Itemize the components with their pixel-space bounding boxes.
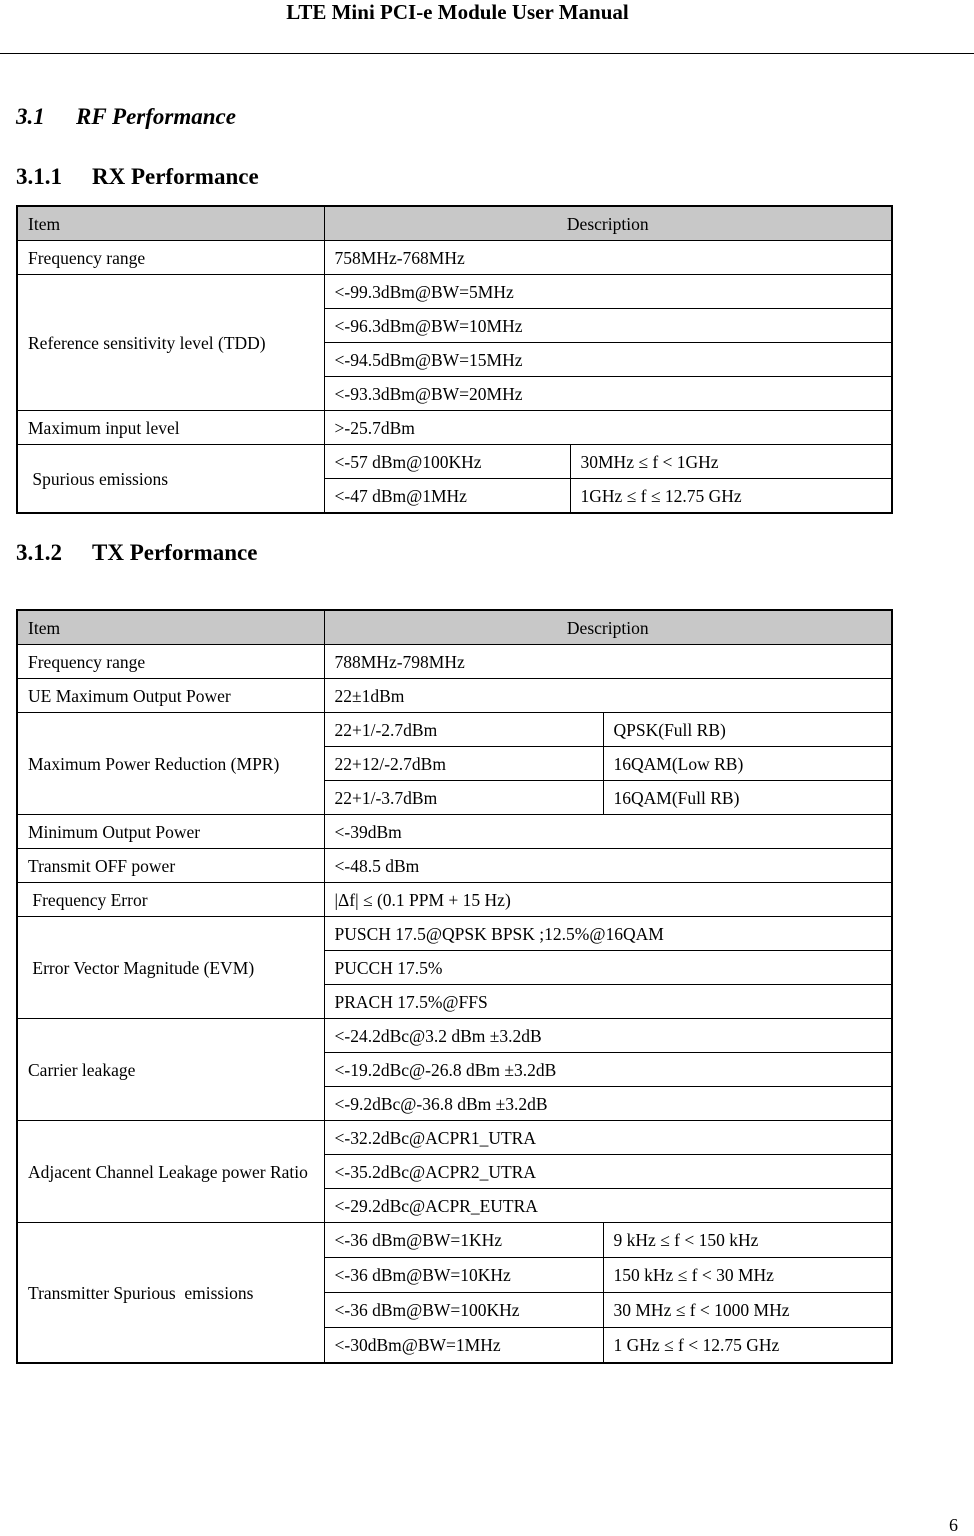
row-range: 30 MHz ≤ f < 1000 MHz (603, 1293, 892, 1328)
row-value: 758MHz-768MHz (324, 241, 892, 275)
row-value: <-29.2dBc@ACPR_EUTRA (324, 1189, 892, 1223)
page-header (0, 0, 974, 54)
table-row (17, 445, 892, 479)
row-range: 9 kHz ≤ f < 150 kHz (603, 1223, 892, 1258)
row-label: Maximum Power Reduction (MPR) (17, 713, 324, 815)
row-value: <-35.2dBc@ACPR2_UTRA (324, 1155, 892, 1189)
row-value: <-48.5 dBm (324, 849, 892, 883)
row-value: <-99.3dBm@BW=5MHz (324, 275, 892, 309)
table-row (17, 679, 892, 713)
section-number: 3.1 (16, 104, 45, 129)
table-row (17, 1019, 892, 1053)
row-label: Frequency range (17, 241, 324, 275)
section-title: RF Performance (76, 104, 236, 129)
row-range: 150 kHz ≤ f < 30 MHz (603, 1258, 892, 1293)
row-label: Transmitter Spurious emissions (17, 1223, 324, 1364)
section-heading-rf-performance (16, 104, 236, 130)
row-label: Adjacent Channel Leakage power Ratio (17, 1121, 324, 1223)
table-row (17, 411, 892, 445)
row-value: PUSCH 17.5@QPSK BPSK ;12.5%@16QAM (324, 917, 892, 951)
row-value: <-96.3dBm@BW=10MHz (324, 309, 892, 343)
subsection-number: 3.1.1 (16, 164, 62, 189)
header-item: Item (17, 610, 324, 645)
row-value: <-36 dBm@BW=100KHz (324, 1293, 603, 1328)
row-label: Transmit OFF power (17, 849, 324, 883)
subsection-heading-rx (16, 164, 259, 190)
row-value: <-19.2dBc@-26.8 dBm ±3.2dB (324, 1053, 892, 1087)
subsection-number: 3.1.2 (16, 540, 62, 565)
header-description: Description (324, 610, 892, 645)
table-row (17, 815, 892, 849)
row-value: <-39dBm (324, 815, 892, 849)
row-range: 1GHz ≤ f ≤ 12.75 GHz (570, 479, 892, 514)
row-value: <-57 dBm@100KHz (324, 445, 570, 479)
row-modulation: 16QAM(Full RB) (603, 781, 892, 815)
row-label: Carrier leakage (17, 1019, 324, 1121)
row-value: PRACH 17.5%@FFS (324, 985, 892, 1019)
table-row (17, 645, 892, 679)
header-item: Item (17, 206, 324, 241)
row-value: 22+1/-2.7dBm (324, 713, 603, 747)
row-value: <-94.5dBm@BW=15MHz (324, 343, 892, 377)
header-description: Description (324, 206, 892, 241)
table-row (17, 883, 892, 917)
table-row (17, 713, 892, 747)
row-value: <-9.2dBc@-36.8 dBm ±3.2dB (324, 1087, 892, 1121)
row-value: <-36 dBm@BW=10KHz (324, 1258, 603, 1293)
row-label: UE Maximum Output Power (17, 679, 324, 713)
subsection-heading-tx (16, 540, 257, 566)
row-value: >-25.7dBm (324, 411, 892, 445)
row-range: 1 GHz ≤ f < 12.75 GHz (603, 1328, 892, 1364)
row-label: Maximum input level (17, 411, 324, 445)
table-header-row (17, 610, 892, 645)
row-value: <-30dBm@BW=1MHz (324, 1328, 603, 1364)
table-row (17, 275, 892, 309)
table-row (17, 849, 892, 883)
row-value: 788MHz-798MHz (324, 645, 892, 679)
tx-performance-table (16, 609, 893, 1364)
row-label: Reference sensitivity level (TDD) (17, 275, 324, 411)
row-label: Spurious emissions (17, 445, 324, 514)
row-value: 22±1dBm (324, 679, 892, 713)
row-value: 22+1/-3.7dBm (324, 781, 603, 815)
row-value: PUCCH 17.5% (324, 951, 892, 985)
rx-performance-table (16, 205, 893, 514)
row-modulation: 16QAM(Low RB) (603, 747, 892, 781)
row-value: 22+12/-2.7dBm (324, 747, 603, 781)
row-value: <-24.2dBc@3.2 dBm ±3.2dB (324, 1019, 892, 1053)
row-label: Frequency range (17, 645, 324, 679)
page-number: 6 (949, 1515, 958, 1535)
row-value: <-32.2dBc@ACPR1_UTRA (324, 1121, 892, 1155)
table-row (17, 917, 892, 951)
row-value: <-93.3dBm@BW=20MHz (324, 377, 892, 411)
subsection-title: RX Performance (92, 164, 259, 189)
row-value: <-47 dBm@1MHz (324, 479, 570, 514)
document-title: LTE Mini PCI-e Module User Manual (286, 0, 629, 24)
table-row (17, 1121, 892, 1155)
row-value: <-36 dBm@BW=1KHz (324, 1223, 603, 1258)
subsection-title: TX Performance (92, 540, 258, 565)
table-row (17, 1223, 892, 1258)
row-label: Frequency Error (17, 883, 324, 917)
row-modulation: QPSK(Full RB) (603, 713, 892, 747)
row-range: 30MHz ≤ f < 1GHz (570, 445, 892, 479)
table-row (17, 241, 892, 275)
table-header-row (17, 206, 892, 241)
row-label: Minimum Output Power (17, 815, 324, 849)
row-label: Error Vector Magnitude (EVM) (17, 917, 324, 1019)
row-value: |Δf| ≤ (0.1 PPM + 15 Hz) (324, 883, 892, 917)
